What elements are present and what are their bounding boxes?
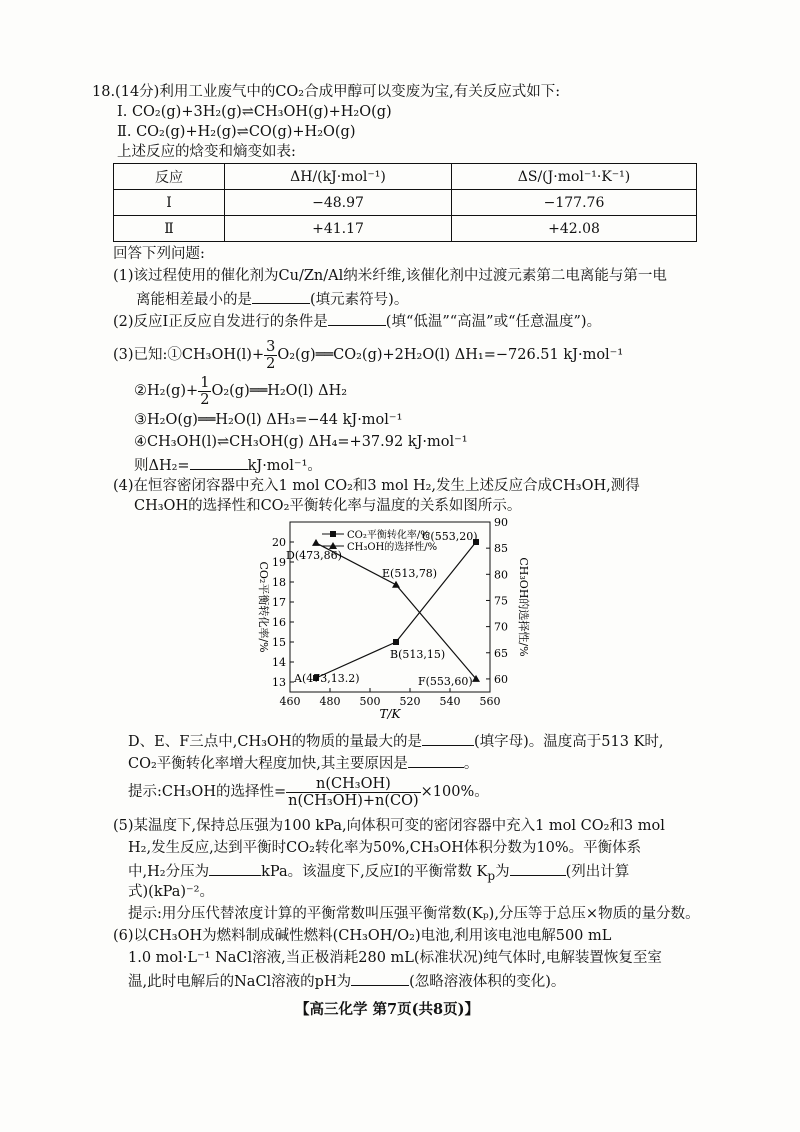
part5-line1: (5)某温度下,保持总压强为100 kPa,向体积可变的密闭容器中充入1 mol CO₂和3 mol	[113, 818, 665, 834]
point-label: D(473,86)	[286, 548, 342, 562]
kp-subscript: p	[487, 868, 496, 883]
selectivity-point	[392, 581, 400, 588]
x-tick-label: 460	[279, 695, 301, 708]
table-cell: −177.76	[452, 190, 697, 216]
y-right-tick-label: 60	[494, 672, 508, 686]
table-cell: Ⅰ	[114, 190, 225, 216]
part2-line	[113, 310, 601, 332]
legend-square-marker	[330, 531, 336, 537]
part4-q1-b: (填字母)。温度高于513 K时,	[473, 734, 664, 750]
page-footer: 【高三化学 第7页(共8页)】	[295, 1001, 479, 1018]
eq1-text-b: O₂(g)══CO₂(g)+2H₂O(l) ΔH₁=−726.51 kJ·mol⁻¹	[277, 347, 624, 363]
y-left-tick-label: 19	[272, 556, 286, 569]
fraction-numerator: 1	[200, 374, 210, 391]
point-label: E(513,78)	[382, 566, 438, 580]
part4-q1	[128, 730, 664, 752]
eq2-fraction	[198, 375, 211, 408]
eq1-text-a: (3)已知:①CH₃OH(l)+	[113, 347, 265, 363]
y-left-tick-label: 14	[272, 656, 286, 669]
part3-eq1	[113, 338, 623, 372]
eq1-fraction	[264, 339, 277, 372]
answer-intro: 回答下列问题:	[113, 246, 205, 262]
y-left-tick-label: 16	[272, 616, 286, 629]
part5-text-d: (列出计算	[565, 864, 630, 880]
part1-text-b: (填元素符号)。	[310, 292, 409, 308]
part4-q1-a: D、E、F三点中,CH₃OH的物质的量最大的是	[128, 734, 422, 750]
part5-line2: H₂,发生反应,达到平衡时CO₂转化率为50%,CH₃OH体积分数为10%。平衡体系	[128, 840, 642, 856]
answer-blank-6[interactable]	[209, 860, 261, 876]
part4-line2: CH₃OH的选择性和CO₂平衡转化率与温度的关系如图所示。	[134, 498, 522, 514]
answer-blank-3[interactable]	[190, 454, 248, 470]
answer-blank-7[interactable]	[510, 860, 566, 876]
x-tick-label: 500	[359, 695, 381, 708]
thermo-table	[113, 163, 697, 242]
table-row	[114, 190, 697, 216]
point-label: A(473,13.2)	[294, 672, 360, 685]
part2-text-a: (2)反应Ⅰ正反应自发进行的条件是	[113, 314, 328, 330]
x-tick-label: 560	[479, 695, 501, 708]
y-right-tick-label: 70	[494, 620, 508, 634]
answer-blank-4[interactable]	[422, 730, 474, 746]
answer-blank-5[interactable]	[408, 752, 464, 768]
part6-text-b: (忽略溶液体积的变化)。	[409, 974, 566, 990]
y-left-tick-label: 17	[272, 596, 286, 609]
part3-eq3: ③H₂O(g)══H₂O(l) ΔH₃=−44 kJ·mol⁻¹	[134, 412, 403, 428]
x-tick-label: 540	[439, 695, 461, 708]
fraction-denominator: 2	[266, 355, 276, 372]
part4-q2-b: 。	[463, 756, 479, 772]
table-intro: 上述反应的焓变和熵变如表:	[117, 144, 296, 160]
part1-line2	[136, 288, 408, 310]
part4-q2	[128, 752, 478, 774]
part5-line4: 式)(kPa)⁻²。	[128, 884, 214, 900]
table-cell: Ⅱ	[114, 216, 225, 242]
table-cell: +42.08	[452, 216, 697, 242]
answer-blank-8[interactable]	[351, 970, 409, 986]
answer-blank-2[interactable]	[328, 310, 386, 326]
fraction-numerator: 3	[266, 338, 276, 355]
selectivity-point	[312, 539, 320, 546]
y-left-tick-label: 13	[272, 676, 286, 689]
reaction-2: Ⅱ. CO₂(g)+H₂(g)⇌CO(g)+H₂O(g)	[117, 124, 356, 140]
table-header-cell: ΔS/(J·mol⁻¹·K⁻¹)	[452, 164, 697, 190]
table-cell: +41.17	[225, 216, 452, 242]
part4-q2-a: CO₂平衡转化率增大程度加快,其主要原因是	[128, 756, 408, 772]
y-right-tick-label: 90	[494, 516, 508, 529]
table-header-cell: ΔH/(kJ·mol⁻¹)	[225, 164, 452, 190]
point-label: C(553,20)	[422, 530, 478, 543]
answer-blank-1[interactable]	[252, 288, 310, 304]
reaction-1: Ⅰ. CO₂(g)+3H₂(g)⇌CH₃OH(g)+H₂O(g)	[117, 104, 392, 120]
part5-text-a: 中,H₂分压为	[128, 864, 210, 880]
part3-q-a: 则ΔH₂=	[134, 458, 190, 474]
part5-text-b: kPa。该温度下,反应Ⅰ的平衡常数 K	[261, 864, 488, 880]
y-right-axis-label: CH₃OH的选择性/%	[517, 557, 530, 657]
part5-hint: 提示:用分压代替浓度计算的平衡常数叫压强平衡常数(Kₚ),分压等于总压×物质的量分数。	[128, 906, 700, 922]
y-right-tick-label: 75	[494, 594, 508, 608]
part2-text-b: (填“低温”“高温”或“任意温度”)。	[385, 314, 602, 330]
part3-q-b: kJ·mol⁻¹。	[247, 458, 322, 474]
x-tick-label: 480	[319, 695, 341, 708]
y-left-tick-label: 15	[272, 636, 286, 649]
part3-eq4: ④CH₃OH(l)⇌CH₃OH(g) ΔH₄=+37.92 kJ·mol⁻¹	[134, 434, 468, 450]
legend-label-conversion: CO₂平衡转化率/%	[347, 530, 430, 541]
part6-line1: (6)以CH₃OH为燃料制成碱性燃料(CH₃OH/O₂)电池,利用该电池电解500 mL	[113, 928, 612, 944]
point-label: F(553,60)	[418, 674, 473, 688]
legend-label-selectivity: CH₃OH的选择性/%	[347, 542, 438, 553]
part3-question	[134, 454, 322, 476]
y-left-tick-label: 20	[272, 536, 286, 549]
part3-eq2	[134, 374, 347, 408]
table-header-row	[114, 164, 697, 190]
temperature-chart	[240, 512, 570, 727]
table-header-cell: 反应	[114, 164, 225, 190]
eq2-text-a: ②H₂(g)+	[134, 383, 199, 399]
y-right-tick-label: 65	[494, 646, 508, 660]
hint-text-b: ×100%。	[420, 784, 489, 800]
fraction-numerator: n(CH₃OH)	[286, 776, 421, 793]
x-tick-label: 520	[399, 695, 421, 708]
y-left-axis-label: CO₂平衡转化率/%	[257, 561, 270, 653]
table-row	[114, 216, 697, 242]
point-label: B(513,15)	[390, 648, 446, 661]
part6-line2: 1.0 mol·L⁻¹ NaCl溶液,当正极消耗280 mL(标准状况)纯气体时,电解装置恢复至室	[128, 950, 662, 966]
x-axis-label: T/K	[379, 707, 401, 721]
conversion-point	[393, 639, 399, 645]
selectivity-fraction	[286, 776, 421, 809]
table-cell: −48.97	[225, 190, 452, 216]
y-left-tick-label: 18	[272, 576, 286, 589]
part6-line3	[128, 970, 565, 992]
y-right-tick-label: 85	[494, 542, 508, 556]
part1-line1: (1)该过程使用的催化剂为Cu/Zn/Al纳米纤维,该催化剂中过渡元素第二电离能与第一电	[113, 268, 667, 284]
part5-text-c: 为	[495, 864, 510, 880]
eq2-text-b: O₂(g)══H₂O(l) ΔH₂	[211, 383, 348, 399]
y-right-tick-label: 80	[494, 568, 508, 582]
part1-text-a: 离能相差最小的是	[136, 292, 252, 308]
fraction-denominator: n(CH₃OH)+n(CO)	[288, 792, 419, 809]
part4-line1: (4)在恒容密闭容器中充入1 mol CO₂和3 mol H₂,发生上述反应合成CH₃OH,测得	[113, 478, 640, 494]
question-header: 18.(14分)利用工业废气中的CO₂合成甲醇可以变废为宝,有关反应式如下:	[92, 84, 561, 100]
part4-hint	[128, 774, 489, 810]
part6-text-a: 温,此时电解后的NaCl溶液的pH为	[128, 974, 352, 990]
hint-text-a: 提示:CH₃OH的选择性=	[128, 784, 287, 800]
fraction-denominator: 2	[200, 391, 210, 408]
